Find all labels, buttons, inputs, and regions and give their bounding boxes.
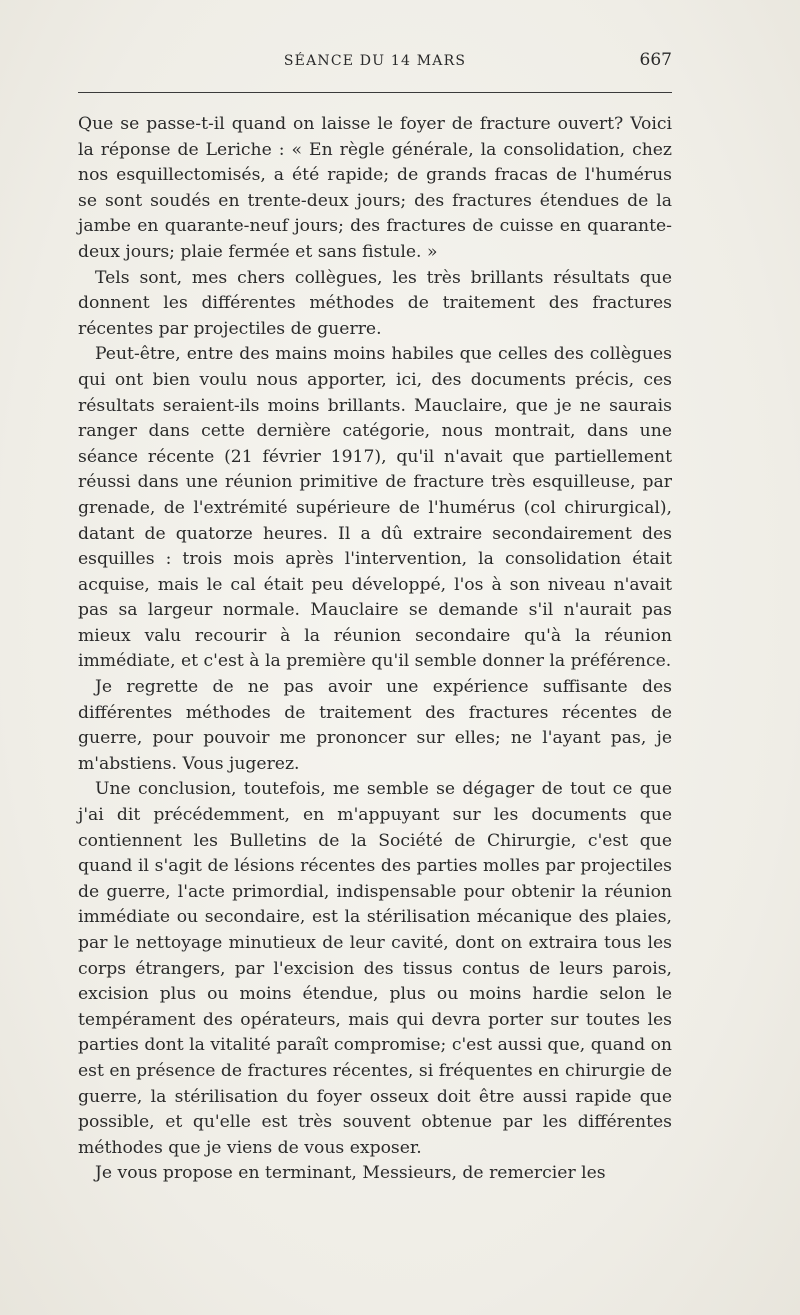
paragraph: Je vous propose en terminant, Messieurs, de remercier les — [95, 1163, 606, 1184]
paragraph: Une conclusion, toutefois, me semble se dégager de tout ce que j'ai dit précédemment, en m'appuyant sur les documents que contiennent les Bulletins de la Société de Chirurgie, c'est que quand il s'agit de lésions récentes des parties molles par projectiles de guerre, l'acte primordial, indispensable pour obtenir la réunion immédiate ou secondaire, est la stérilisation mécanique des plaies, par le nettoyage minutieux de leur cavité, dont on extraira tous les corps étrangers, par l'excision des tissus contus de leurs parois, excision plus ou moins étendue, plus ou moins hardie selon le tempérament des opérateurs, mais qui devra porter sur toutes les parties dont la vitalité paraît compromise; c'est aussi que, quand on est en présence de fractures récentes, si fréquentes en chirurgie de guerre, la stérilisation du foyer osseux doit être aussi rapide que possible, et qu'elle est très souvent obtenue par les différentes méthodes que je viens de vous exposer. — [78, 779, 672, 1158]
page-number: 667 — [639, 50, 672, 70]
paragraph: Je regrette de ne pas avoir une expérience suffisante des différentes méthodes de traitement des fractures récentes de guerre, pour pouvoir me prononcer sur elles; ne l'ayant pas, je m'abstiens. Vous jugerez. — [78, 677, 672, 774]
paragraph: Peut-être, entre des mains moins habiles que celles des collègues qui ont bien voulu nous apporter, ici, des documents précis, ces résultats seraient-ils moins brillants. Mauclaire, que je ne saurais ranger dans cette dernière catégorie, nous montrait, dans une séance récente (21 février 1917), qu'il n'avait que partiellement réussi dans une réunion primitive de fracture très esquilleuse, par grenade, de l'extrémité supérieure de l'humérus (col chirurgical), datant de quatorze heures. Il a dû extraire secondairement des esquilles : trois mois après l'intervention, la consolidation était acquise, mais le cal était peu développé, l'os à son niveau n'avait pas sa largeur normale. Mauclaire se demande s'il n'aurait pas mieux valu recourir à la réunion secondaire qu'à la réunion immédiate, et c'est à la première qu'il semble donner la préférence. — [78, 344, 672, 672]
page-header — [78, 50, 672, 76]
paragraph: Tels sont, mes chers collègues, les très brillants résultats que donnent les différentes méthodes de traitement des fractures récentes par projectiles de guerre. — [78, 267, 672, 339]
body-text — [78, 112, 672, 1187]
running-title: SÉANCE DU 14 MARS — [283, 53, 467, 69]
header-rule — [78, 92, 672, 93]
paragraph: Que se passe-t-il quand on laisse le foyer de fracture ouvert? Voici la réponse de Leriche : « En règle générale, la consolidation, chez nos esquillectomisés, a été rapide; de grands fracas de l'humérus se sont soudés en trente-deux jours; des fractures étendues de la jambe en quarante-neuf jours; des fractures de cuisse en quarante-deux jours; plaie fermée et sans fistule. » — [78, 114, 672, 262]
